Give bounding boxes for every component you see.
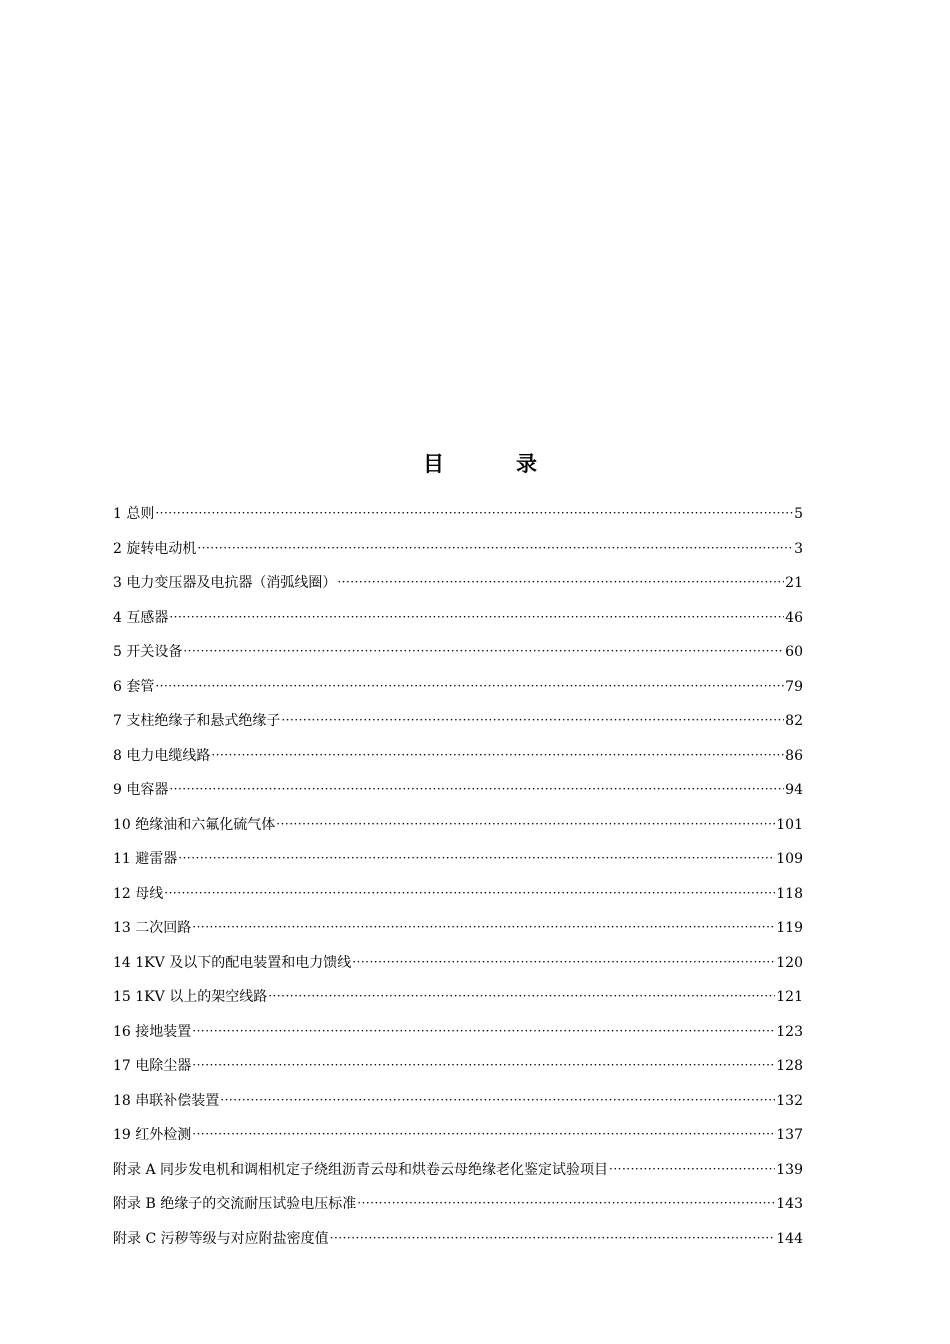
- toc-entry-page: 121: [776, 989, 803, 1005]
- toc-entry[interactable]: [113, 502, 803, 537]
- toc-entry-page: 46: [785, 609, 803, 626]
- toc-entry-page: 120: [776, 954, 803, 971]
- toc-leader-dots: [155, 674, 784, 698]
- toc-entry[interactable]: [113, 640, 803, 675]
- toc-entry-page: 60: [785, 644, 803, 660]
- toc-entry[interactable]: [113, 847, 803, 882]
- toc-entry-page: 144: [776, 1230, 803, 1247]
- toc-leader-dots: [330, 1226, 776, 1250]
- title-char-2: 录: [516, 451, 537, 476]
- toc-entry-label: 16 接地装置: [113, 1023, 192, 1040]
- toc-entry-label: 12 母线: [113, 885, 164, 902]
- toc-entry[interactable]: [113, 1227, 803, 1262]
- toc-leader-dots: [169, 777, 784, 801]
- toc-leader-dots: [352, 950, 775, 974]
- toc-entry-label: 15 1KV 以上的架空线路: [113, 989, 268, 1005]
- toc-leader-dots: [268, 984, 775, 1008]
- toc-entry-page: 101: [776, 816, 803, 833]
- toc-entry[interactable]: [113, 985, 803, 1020]
- toc-leader-dots: [281, 708, 784, 732]
- toc-entry-page: 123: [776, 1023, 803, 1040]
- toc-entry[interactable]: [113, 709, 803, 744]
- toc-leader-dots: [220, 1088, 775, 1112]
- toc-leader-dots: [357, 1191, 775, 1215]
- toc-entry-page: 109: [776, 851, 803, 867]
- toc-entry[interactable]: [113, 778, 803, 813]
- toc-entry[interactable]: [113, 916, 803, 951]
- toc-leader-dots: [192, 915, 775, 939]
- toc-entry-label: 5 开关设备: [113, 644, 183, 660]
- toc-entry-page: 132: [776, 1092, 803, 1109]
- toc-entry-page: 143: [776, 1196, 803, 1212]
- toc-entry-page: 5: [794, 506, 803, 522]
- toc-entry[interactable]: [113, 1192, 803, 1227]
- toc-entry[interactable]: [113, 537, 803, 572]
- page-title: [0, 448, 950, 480]
- toc-entry-page: 119: [776, 920, 803, 936]
- toc-leader-dots: [178, 846, 775, 870]
- toc-leader-dots: [183, 639, 784, 663]
- toc-entry[interactable]: [113, 813, 803, 848]
- toc-leader-dots: [192, 1053, 775, 1077]
- toc-entry-page: 139: [776, 1161, 803, 1178]
- toc-leader-dots: [164, 881, 775, 905]
- toc-entry[interactable]: [113, 744, 803, 779]
- toc-entry-label: 9 电容器: [113, 782, 169, 798]
- toc-leader-dots: [192, 1122, 775, 1146]
- toc-leader-dots: [609, 1157, 775, 1181]
- toc-leader-dots: [192, 1019, 775, 1043]
- toc-entry-page: 79: [785, 678, 803, 695]
- toc-entry[interactable]: [113, 882, 803, 917]
- toc-entry-label: 11 避雷器: [113, 851, 178, 867]
- toc-entry-page: 118: [776, 885, 803, 902]
- toc-entry[interactable]: [113, 1054, 803, 1089]
- toc-entry-page: 82: [785, 713, 803, 729]
- toc-entry[interactable]: [113, 1020, 803, 1055]
- toc-leader-dots: [276, 812, 775, 836]
- toc-entry-label: 3 电力变压器及电抗器（消弧线圈）: [113, 575, 337, 591]
- toc-leader-dots: [197, 536, 793, 560]
- toc-entry-page: 3: [794, 540, 803, 557]
- toc-entry[interactable]: [113, 1123, 803, 1158]
- toc-leader-dots: [337, 570, 784, 594]
- toc-entry[interactable]: [113, 606, 803, 641]
- toc-entry-label: 附录 B 绝缘子的交流耐压试验电压标准: [113, 1196, 357, 1212]
- toc-entry-label: 1 总则: [113, 506, 155, 522]
- toc-entry-page: 21: [785, 575, 803, 591]
- toc-entry-label: 7 支柱绝缘子和悬式绝缘子: [113, 713, 281, 729]
- toc-entry-label: 附录 A 同步发电机和调相机定子绕组沥青云母和烘卷云母绝缘老化鉴定试验项目: [113, 1161, 609, 1178]
- toc-entry[interactable]: [113, 1158, 803, 1193]
- toc-leader-dots: [211, 743, 784, 767]
- toc-entry-label: 6 套管: [113, 678, 155, 695]
- toc-entry-label: 13 二次回路: [113, 920, 192, 936]
- toc-entry-label: 18 串联补偿装置: [113, 1092, 220, 1109]
- toc-entry-label: 8 电力电缆线路: [113, 747, 211, 764]
- table-of-contents: [113, 502, 803, 1261]
- toc-entry[interactable]: [113, 1089, 803, 1124]
- toc-entry-label: 4 互感器: [113, 609, 169, 626]
- toc-entry-label: 10 绝缘油和六氟化硫气体: [113, 816, 276, 833]
- toc-entry-label: 附录 C 污秽等级与对应附盐密度值: [113, 1230, 329, 1247]
- toc-entry[interactable]: [113, 675, 803, 710]
- toc-entry[interactable]: [113, 571, 803, 606]
- toc-entry-page: 94: [785, 782, 803, 798]
- toc-entry-label: 14 1KV 及以下的配电装置和电力馈线: [113, 954, 352, 971]
- toc-leader-dots: [169, 605, 784, 629]
- toc-entry-page: 86: [785, 747, 803, 764]
- toc-entry[interactable]: [113, 951, 803, 986]
- toc-entry-label: 19 红外检测: [113, 1127, 192, 1143]
- toc-entry-label: 2 旋转电动机: [113, 540, 197, 557]
- toc-entry-page: 128: [776, 1058, 803, 1074]
- toc-leader-dots: [155, 501, 793, 525]
- toc-entry-label: 17 电除尘器: [113, 1058, 192, 1074]
- title-char-1: 目: [423, 451, 444, 476]
- toc-entry-page: 137: [776, 1127, 803, 1143]
